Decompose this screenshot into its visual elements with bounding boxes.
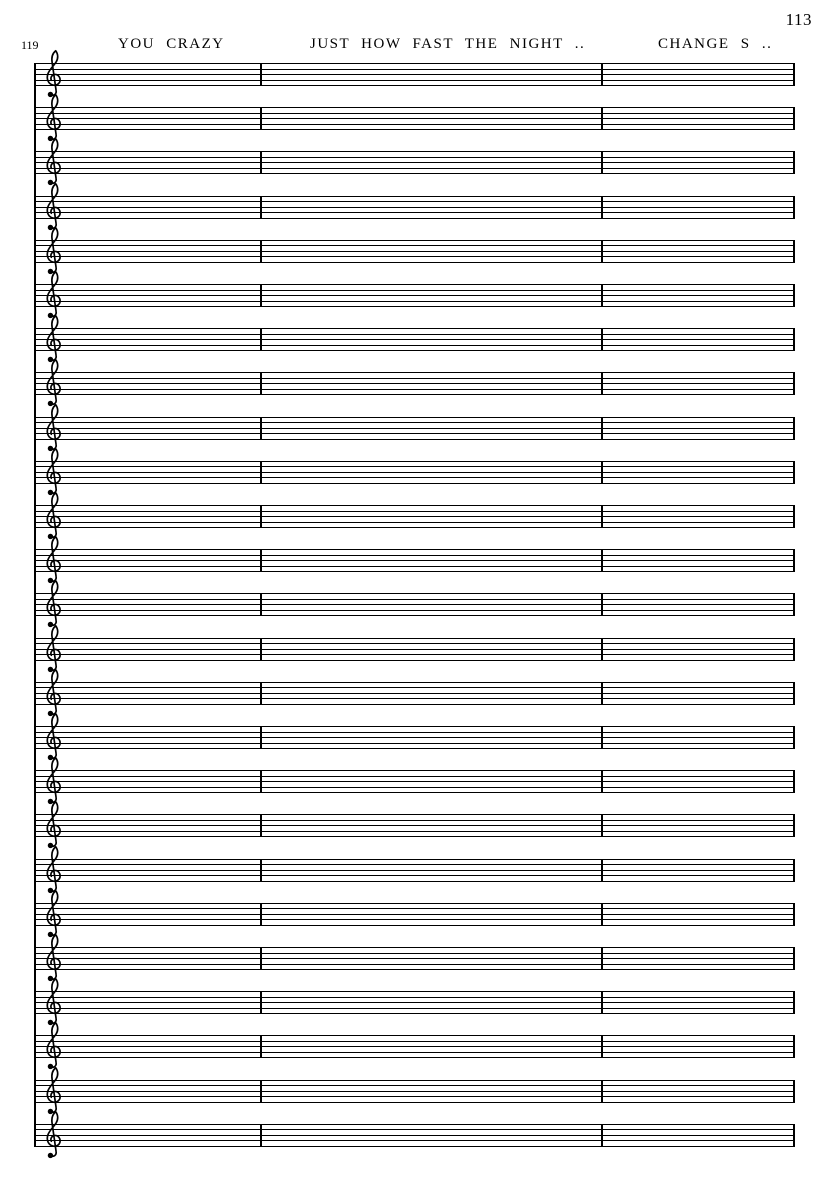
staff-line — [34, 908, 795, 909]
barline — [260, 903, 262, 926]
staff-line — [34, 1057, 795, 1058]
staff-line — [34, 306, 795, 307]
staff-line — [34, 781, 795, 782]
barline — [260, 372, 262, 395]
barline — [793, 814, 795, 837]
staff-line — [34, 615, 795, 616]
barline — [601, 770, 603, 793]
staff-line — [34, 881, 795, 882]
treble-clef-icon — [43, 757, 64, 807]
staff-line — [34, 477, 795, 478]
treble-clef-icon — [43, 625, 64, 675]
treble-clef-icon — [43, 94, 64, 144]
barline — [601, 328, 603, 351]
treble-clef-icon — [43, 315, 64, 365]
barline — [260, 770, 262, 793]
staff-line — [34, 240, 795, 241]
staff-line — [34, 262, 795, 263]
barline — [793, 372, 795, 395]
staff-line — [34, 151, 795, 152]
staff-line — [34, 245, 795, 246]
treble-clef-icon — [43, 846, 64, 896]
treble-clef-icon — [43, 934, 64, 984]
staff-line — [34, 732, 795, 733]
staff-line — [34, 334, 795, 335]
staff-line — [34, 1135, 795, 1136]
staff-line — [34, 301, 795, 302]
barline — [793, 1124, 795, 1147]
staff-line — [34, 417, 795, 418]
staff-line — [34, 864, 795, 865]
barline — [601, 859, 603, 882]
staff — [34, 151, 795, 174]
staff-line — [34, 1002, 795, 1003]
staff-line — [34, 1091, 795, 1092]
barline — [601, 947, 603, 970]
staff-line — [34, 511, 795, 512]
staff-line — [34, 1008, 795, 1009]
barline — [601, 417, 603, 440]
staff-line — [34, 604, 795, 605]
staff-line — [34, 74, 795, 75]
staff-line — [34, 919, 795, 920]
staff-line — [34, 256, 795, 257]
staff-line — [34, 516, 795, 517]
staff — [34, 549, 795, 572]
staff-line — [34, 638, 795, 639]
barline — [260, 417, 262, 440]
treble-clef-icon — [43, 492, 64, 542]
staff-line — [34, 1129, 795, 1130]
barline — [601, 505, 603, 528]
staff-line — [34, 1096, 795, 1097]
staff-line — [34, 643, 795, 644]
lyric-cue-1: YOU CRAZY — [118, 36, 225, 52]
staff — [34, 1035, 795, 1058]
staff — [34, 328, 795, 351]
barline — [260, 240, 262, 263]
staff-line — [34, 875, 795, 876]
staff-line — [34, 124, 795, 125]
barline — [260, 593, 262, 616]
staff-line — [34, 168, 795, 169]
staff-line — [34, 560, 795, 561]
staff-line — [34, 196, 795, 197]
staff-line — [34, 776, 795, 777]
treble-clef-icon — [43, 50, 64, 100]
treble-clef-icon — [43, 271, 64, 321]
staff-line — [34, 914, 795, 915]
staff-line — [34, 284, 795, 285]
staff-line — [34, 85, 795, 86]
staff-line — [34, 925, 795, 926]
staff — [34, 1124, 795, 1147]
staff-line — [34, 969, 795, 970]
treble-clef-icon — [43, 801, 64, 851]
staff-line — [34, 389, 795, 390]
staff-line — [34, 295, 795, 296]
treble-clef-icon — [43, 183, 64, 233]
staff-line — [34, 792, 795, 793]
barline — [260, 549, 262, 572]
barline — [260, 63, 262, 86]
staff-line — [34, 660, 795, 661]
lyric-cue-3: CHANGE S .. — [658, 36, 773, 52]
treble-clef-icon — [43, 359, 64, 409]
staff-line — [34, 571, 795, 572]
staff-line — [34, 1046, 795, 1047]
staff — [34, 726, 795, 749]
staff-line — [34, 1140, 795, 1141]
staff-line — [34, 682, 795, 683]
staff-line — [34, 339, 795, 340]
system-start-barline — [34, 63, 36, 1147]
staff-line — [34, 157, 795, 158]
barline — [260, 505, 262, 528]
staff-line — [34, 654, 795, 655]
barline — [601, 726, 603, 749]
barline — [601, 903, 603, 926]
barline — [601, 151, 603, 174]
barline — [793, 1080, 795, 1103]
staff-line — [34, 201, 795, 202]
barline — [793, 505, 795, 528]
staff-line — [34, 129, 795, 130]
staff-line — [34, 1013, 795, 1014]
barline — [601, 240, 603, 263]
barline — [793, 770, 795, 793]
staff-line — [34, 947, 795, 948]
staff-line — [34, 737, 795, 738]
barline — [601, 372, 603, 395]
staff-line — [34, 428, 795, 429]
staff-line — [34, 527, 795, 528]
staff-line — [34, 770, 795, 771]
barline — [793, 284, 795, 307]
staff-line — [34, 1041, 795, 1042]
staff-line — [34, 726, 795, 727]
staff-line — [34, 649, 795, 650]
barline — [793, 196, 795, 219]
staff-line — [34, 964, 795, 965]
staff-line — [34, 566, 795, 567]
barline — [260, 859, 262, 882]
barline — [601, 107, 603, 130]
barline — [793, 682, 795, 705]
barline — [601, 991, 603, 1014]
staff-line — [34, 1146, 795, 1147]
staff-line — [34, 378, 795, 379]
treble-clef-icon — [43, 448, 64, 498]
staff — [34, 859, 795, 882]
staff-line — [34, 162, 795, 163]
staff — [34, 196, 795, 219]
staff-line — [34, 787, 795, 788]
barline — [793, 328, 795, 351]
treble-clef-icon — [43, 669, 64, 719]
barline — [793, 240, 795, 263]
barline — [601, 638, 603, 661]
staff — [34, 461, 795, 484]
staff-line — [34, 290, 795, 291]
barline — [793, 947, 795, 970]
barline — [260, 814, 262, 837]
barline — [793, 63, 795, 86]
barline — [260, 991, 262, 1014]
barline — [260, 1124, 262, 1147]
barline — [793, 638, 795, 661]
staff — [34, 417, 795, 440]
barline — [601, 63, 603, 86]
barline — [793, 903, 795, 926]
treble-clef-icon — [43, 227, 64, 277]
measure-number: 119 — [21, 38, 39, 52]
staff-line — [34, 1080, 795, 1081]
barline — [260, 196, 262, 219]
staff-line — [34, 251, 795, 252]
staff-line — [34, 1085, 795, 1086]
treble-clef-icon — [43, 713, 64, 763]
staff-line — [34, 394, 795, 395]
staff-line — [34, 328, 795, 329]
staff-line — [34, 433, 795, 434]
staff-line — [34, 610, 795, 611]
staff-line — [34, 383, 795, 384]
barline — [260, 726, 262, 749]
staff — [34, 372, 795, 395]
staff-line — [34, 870, 795, 871]
barline — [260, 638, 262, 661]
staff-line — [34, 466, 795, 467]
lyric-cue-2: JUST HOW FAST THE NIGHT .. — [310, 36, 586, 52]
staff — [34, 770, 795, 793]
staff — [34, 947, 795, 970]
staff-line — [34, 1052, 795, 1053]
staff — [34, 814, 795, 837]
staff-line — [34, 831, 795, 832]
barline — [793, 593, 795, 616]
staff-line — [34, 107, 795, 108]
staff — [34, 903, 795, 926]
staff-line — [34, 173, 795, 174]
staff-line — [34, 820, 795, 821]
barline — [601, 1035, 603, 1058]
staff-line — [34, 953, 795, 954]
barline — [601, 461, 603, 484]
staff-line — [34, 1102, 795, 1103]
staff-line — [34, 505, 795, 506]
barline — [260, 1035, 262, 1058]
staff-line — [34, 593, 795, 594]
staff — [34, 991, 795, 1014]
staff-line — [34, 483, 795, 484]
staff-line — [34, 836, 795, 837]
barline — [793, 461, 795, 484]
staff-line — [34, 549, 795, 550]
staff-line — [34, 693, 795, 694]
barline — [601, 682, 603, 705]
treble-clef-icon — [43, 978, 64, 1028]
staff-line — [34, 80, 795, 81]
staff-line — [34, 687, 795, 688]
staff-line — [34, 522, 795, 523]
barline — [260, 151, 262, 174]
staff-line — [34, 698, 795, 699]
treble-clef-icon — [43, 1022, 64, 1072]
staff-line — [34, 63, 795, 64]
staff — [34, 638, 795, 661]
staff-line — [34, 218, 795, 219]
page-number: 113 — [785, 10, 812, 29]
staff-line — [34, 472, 795, 473]
barline — [793, 726, 795, 749]
barline — [793, 417, 795, 440]
barline — [793, 549, 795, 572]
staff-line — [34, 991, 795, 992]
staff-line — [34, 345, 795, 346]
treble-clef-icon — [43, 536, 64, 586]
barline — [601, 1080, 603, 1103]
barline — [793, 859, 795, 882]
staff-line — [34, 207, 795, 208]
treble-clef-icon — [43, 1067, 64, 1117]
barline — [601, 1124, 603, 1147]
treble-clef-icon — [43, 580, 64, 630]
staff-line — [34, 1124, 795, 1125]
staff — [34, 240, 795, 263]
barline — [260, 107, 262, 130]
staff-line — [34, 859, 795, 860]
treble-clef-icon — [43, 890, 64, 940]
staff-line — [34, 555, 795, 556]
treble-clef-icon — [43, 1111, 64, 1161]
barline — [601, 549, 603, 572]
staff — [34, 593, 795, 616]
barline — [601, 196, 603, 219]
staff — [34, 63, 795, 86]
staff-line — [34, 748, 795, 749]
staff-line — [34, 825, 795, 826]
staff-line — [34, 903, 795, 904]
staff-line — [34, 212, 795, 213]
staff — [34, 107, 795, 130]
staff-line — [34, 743, 795, 744]
staff-line — [34, 69, 795, 70]
barline — [260, 284, 262, 307]
barline — [601, 593, 603, 616]
barline — [260, 328, 262, 351]
treble-clef-icon — [43, 138, 64, 188]
barline — [260, 947, 262, 970]
barline — [793, 991, 795, 1014]
staff-line — [34, 113, 795, 114]
staff-line — [34, 958, 795, 959]
staff-line — [34, 1035, 795, 1036]
staff — [34, 682, 795, 705]
staff-line — [34, 997, 795, 998]
staff-line — [34, 422, 795, 423]
staff — [34, 1080, 795, 1103]
staff-line — [34, 599, 795, 600]
barline — [601, 814, 603, 837]
staff — [34, 505, 795, 528]
barline — [793, 1035, 795, 1058]
barline — [260, 461, 262, 484]
barline — [260, 1080, 262, 1103]
staff — [34, 284, 795, 307]
staff-line — [34, 439, 795, 440]
barline — [260, 682, 262, 705]
staff-line — [34, 372, 795, 373]
barline — [793, 107, 795, 130]
staff-line — [34, 704, 795, 705]
barline — [601, 284, 603, 307]
staff-line — [34, 814, 795, 815]
barline — [793, 151, 795, 174]
staff-line — [34, 461, 795, 462]
staff-line — [34, 118, 795, 119]
staff-line — [34, 350, 795, 351]
treble-clef-icon — [43, 404, 64, 454]
